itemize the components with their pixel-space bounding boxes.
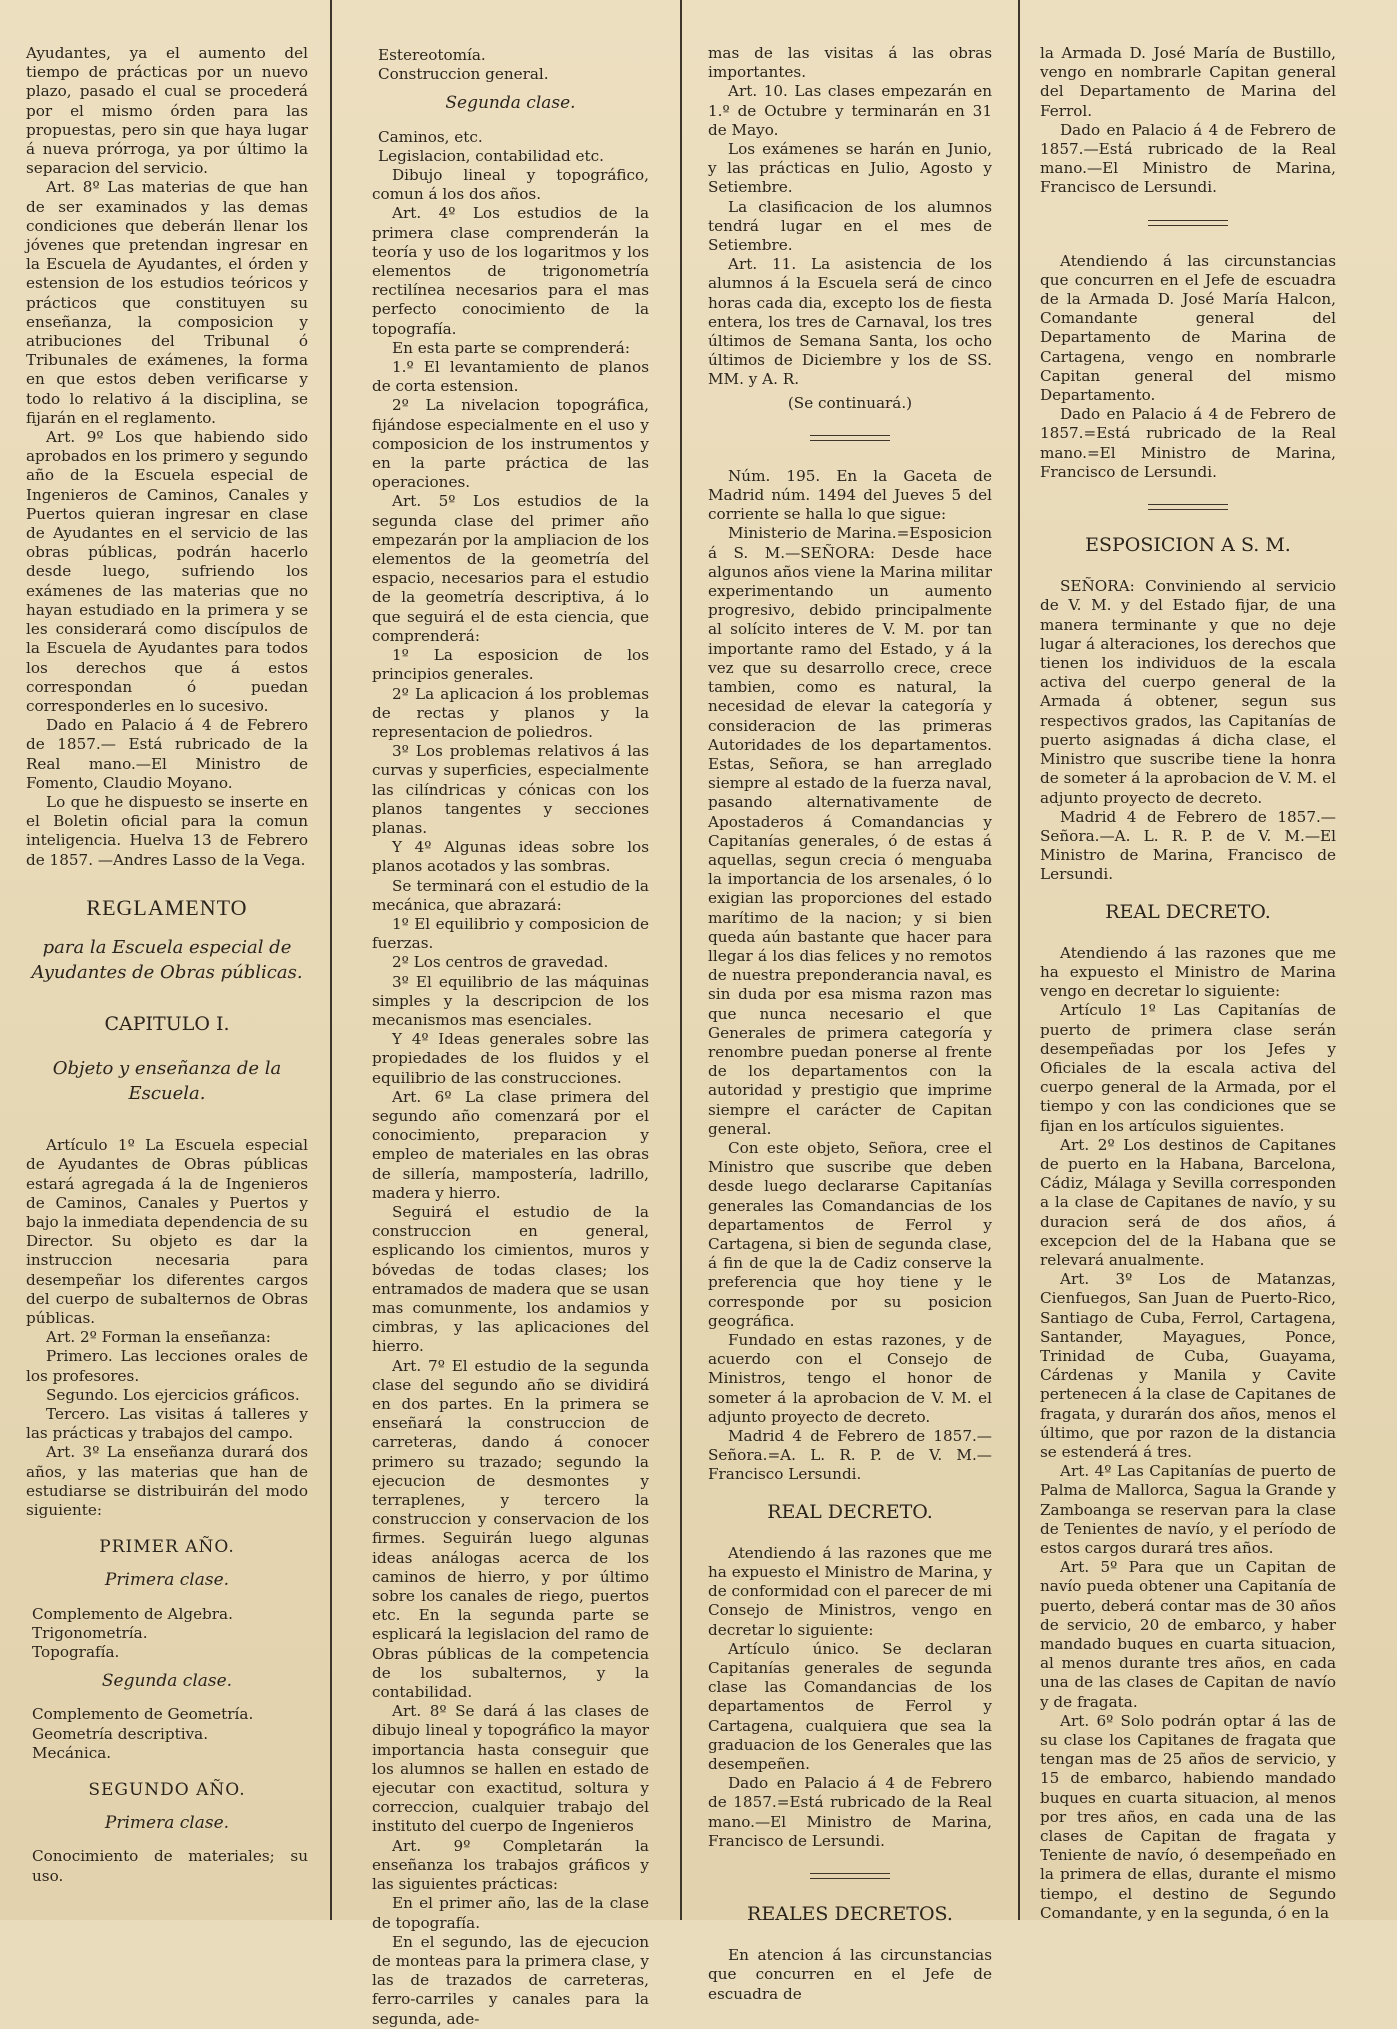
paragraph: Atendiendo á las razones que me ha expuesto el Ministro de Marina vengo en decretar lo siguiente: [1040,943,1336,1001]
paragraph: Art. 3º Los de Matanzas, Cienfuegos, San Juan de Puerto-Rico, Santiago de Cuba, Ferrol, Cartagena, Santander, Mayagues, Ponce, Trinidad de Cuba, Guayama, Cárdenas y Manila y Cavite pertenecen á la clase de Capitanes de fragata, y durarán dos años, menos el último, que por razon de la distancia se estenderá á tres. [1040,1270,1336,1461]
paragraph: Art. 4º Los estudios de la primera clase comprenderán la teoría y uso de los logaritmos y los elementos de trigonometría rectilínea necesarios para el mas perfecto conocimiento de la topografía. [372,204,649,338]
continuation-note: (Se continuará.) [787,393,913,412]
chapter-subtitle: Objeto y enseñanza de la Escuela. [52,1058,282,1105]
column-3 [708,44,992,2003]
separator-rule [1148,220,1228,226]
paragraph: 2º La nivelacion topográfica, fijándose especialmente en el uso y composicion de los instrumentos y en la parte práctica de las operaciones. [372,396,649,492]
paragraph: Art. 5º Los estudios de la segunda clase del primer año empezarán por la ampliacion de los elementos de la geometría del espacio, necesarios para el estudio de la geometría descriptiva, á lo que seguirá el de esta ciencia, que comprenderá: [372,492,649,645]
paragraph: Lo que he dispuesto se inserte en el Boletin oficial para la comun inteligencia. Huelva 13 de Febrero de 1857. —Andres Lasso de la Vega. [26,792,308,869]
subject-item: Mecánica. [32,1743,112,1762]
separator-rule [810,1873,890,1879]
section-title: REAL DECRETO. [767,1500,933,1523]
paragraph: Art. 9º Los que habiendo sido aprobados en los primero y segundo año de la Escuela especial de Ingenieros de Caminos, Canales y Puertos quieran ingresar en clase de Ayudantes en el servicio de las obras públicas, podrán hacerlo desde luego, sufriendo los exámenes de las materias que no hayan estudiado en la primera y se les considerará como discípulos de la Escuela de Ayudantes para todos los derechos que á estos correspondan ó puedan corresponderles en lo sucesivo. [26,428,308,715]
paragraph: Art. 5º Para que un Capitan de navío pueda obtener una Capitanía de puerto, deberá contar mas de 30 años de servicio, 20 de embarco, y haber mandado buques en cuarta situacion, al menos durante tres años, en cada una de las clases de Capitan de navío y de fragata. [1040,1558,1336,1711]
subject-item: Estereotomía. [378,46,486,64]
paragraph: Art. 8º Las materias de que han de ser examinados y las demas condiciones que deberán llenar los jóvenes que pretendan ingresar en la Escuela de Ayudantes, el órden y estension de los estudios teóricos y prácticos que constituyen su enseñanza, la composicion y atribuciones del Tribunal ó Tribunales de exámenes, la forma en que estos deben verificarse y todo lo relativo á la disciplina, se fijarán en el reglamento. [26,178,308,427]
paragraph: 3º El equilibrio de las máquinas simples y la descripcion de los mecanismos mas esenciales. [372,972,649,1029]
chapter-title: CAPITULO I. [104,1012,230,1035]
class-heading: Primera clase. [104,1813,230,1834]
class-heading: Primera clase. [104,1570,230,1591]
subject-item: Caminos, etc. [378,127,483,146]
paragraph: 2º Los centros de gravedad. [392,953,609,972]
paragraph: Madrid 4 de Febrero de 1857.— Señora.=A. L. R. P. de V. M.—Francisco Lersundi. [708,1427,992,1484]
paragraph: Seguirá el estudio de la construccion en general, esplicando los cimientos, muros y bóvedas de todas clases; los entramados de madera que se usan mas comunmente, los andamios y cimbras, y las aplicaciones del hierro. [372,1202,649,1356]
subject-item: Legislacion, contabilidad etc. [378,146,604,165]
year-heading: SEGUNDO AÑO. [88,1780,246,1801]
paragraph: Dado en Palacio á 4 de Febrero de 1857.— Está rubricado de la Real mano.—El Ministro de Fomento, Claudio Moyano. [26,716,308,792]
column-2 [372,46,649,2028]
column-rule [330,0,332,1920]
column-rule [680,0,682,1920]
paragraph: Art. 8º Se dará á las clases de dibujo lineal y topográfico la mayor importancia hasta conseguir que los alumnos se hallen en estado de ejecutar con exactitud, soltura y correccion, cualquier trabajo del instituto del cuerpo de Ingenieros [372,1702,649,1836]
class-heading: Segunda clase. [445,93,576,114]
paragraph: En esta parte se comprenderá: [392,338,630,357]
paragraph: 3º Los problemas relativos á las curvas y superficies, especialmente las cilíndricas y cónicas con los planos tangentes y secciones planas. [372,742,649,837]
paragraph: Tercero. Las visitas á talleres y las prácticas y trabajos del campo. [26,1404,308,1443]
paragraph: En atencion á las circunstancias que concurren en el Jefe de escuadra de [708,1946,992,2003]
paragraph: Art. 6º La clase primera del segundo año comenzará por el conocimiento, preparacion y empleo de materiales en las obras de sillería, mampostería, ladrillo, madera y hierro. [372,1087,649,1202]
paragraph: Dibujo lineal y topográfico, comun á los dos años. [372,166,649,204]
section-title: REALES DECRETOS. [747,1903,953,1926]
paragraph: 1º El equilibrio y composicion de fuerzas. [372,914,649,953]
paragraph: Art. 11. La asistencia de los alumnos á la Escuela será de cinco horas cada dia, excepto los de fiesta entera, los tres de Carnaval, los tres últimos de Semana Santa, los ocho últimos de Diciembre y los de SS. MM. y A. R. [708,255,992,389]
paragraph: Art. 9º Completarán la enseñanza los trabajos gráficos y las siguientes prácticas: [372,1836,649,1894]
paragraph: Segundo. Los ejercicios gráficos. [46,1385,300,1404]
paragraph: Con este objeto, Señora, cree el Ministro que suscribe que deben desde luego declararse Capitanías generales las Comandancias de los departamentos de Ferrol y Cartagena, si bien de segunda clase, á fin de que la de Cadiz conserve la preferencia que hoy tiene y le corresponde por su posicion geográfica. [708,1138,992,1330]
paragraph: Y 4º Ideas generales sobre las propiedades de los fluidos y el equilibrio de las construcciones. [372,1030,649,1087]
section-title: REGLAMENTO [86,894,248,920]
paragraph: Y 4º Algunas ideas sobre los planos acotados y las sombras. [372,838,649,876]
paragraph: Ministerio de Marina.=Esposicion á S. M.—SEÑORA: Desde hace algunos años viene la Marina militar experimentando un aumento progresivo, debido principalmente al solícito interes de V. M. por tan importante ramo del Estado, y á la vez que su desarrollo crece, crece tambien, como es natural, la necesidad de elevar la categoría y consideracion de las primeras Autoridades de los departamentos. Estas, Señora, se han arreglado siempre al estado de la fuerza naval, pasando alternativamente de Apostaderos á Comandancias y Capitanías generales, ó de estas á aquellas, segun crecia ó menguaba la importancia de los arsenales, ó lo exigian las proporciones del estado marítimo de la nacion; y si bien queda aún bastante que hacer para llegar á los dias felices y no remotos de nuestra preponderancia naval, es sin duda por esa misma razon mas que nunca necesario el que Generales de primera categoría y renombre puedan ponerse al frente de los departamentos con la autoridad y prestigio que imprime siempre el carácter de Capitan general. [708,524,992,1138]
paragraph: SEÑORA: Conviniendo al servicio de V. M. y del Estado fijar, de una manera terminante y que no deje lugar á alteraciones, los derechos que tienen los individuos de la escala activa del cuerpo general de la Armada á obtener, segun sus respectivos grados, las Capitanías de puerto asignadas á dicha clase, el Ministro que suscribe tiene la honra de someter á la aprobacion de V. M. el adjunto proyecto de decreto. [1040,577,1336,807]
paragraph: Se terminará con el estudio de la mecánica, que abrazará: [372,876,649,914]
column-rule [1018,0,1020,1920]
paragraph: Art. 2º Los destinos de Capitanes de puerto en la Habana, Barcelona, Cádiz, Málaga y Sevilla corresponden a la clase de Capitanes de navío, y su duracion será de dos años, á excepcion del de la Habana que se relevará anualmente. [1040,1135,1336,1269]
subject-item: Geometría descriptiva. [32,1724,209,1743]
paragraph: Madrid 4 de Febrero de 1857.— Señora.—A. L. R. P. de V. M.—El Ministro de Marina, Francisco de Lersundi. [1040,807,1336,884]
column-1 [26,44,308,1920]
subject-item: Complemento de Algebra. [32,1604,233,1623]
paragraph: Art. 6º Solo podrán optar á las de su clase los Capitanes de fragata que tengan mas de 25 años de servicio, y 15 de embarco, habiendo mandado buques en cuarta situacion, al menos por tres años, en cada una de las clases de Capitan de fragata y Teniente de navío, ó desempeñado en la primera de ellas, durante el mismo tiempo, el destino de Segundo Comandante, y en la segunda, ó en la [1040,1711,1336,1922]
paragraph: Primero. Las lecciones orales de los profesores. [26,1347,308,1385]
paragraph: Art. 3º La enseñanza durará dos años, y las materias que han de estudiarse se distribuirán del modo siguiente: [26,1443,308,1519]
subject-item: Complemento de Geometría. [32,1705,254,1724]
section-subtitle: para la Escuela especial de Ayudantes de Obras públicas. [31,936,303,983]
paragraph: Atendiendo á las circunstancias que concurren en el Jefe de escuadra de la Armada D. José María Halcon, Comandante general del Departamento de Marina de Cartagena, vengo en nombrarle Capitan general del mismo Departamento. [1040,251,1336,405]
subject-item: Conocimiento de materiales; su uso. [32,1847,308,1885]
paragraph: Dado en Palacio á 4 de Febrero de 1857.—Está rubricado de la Real mano.—El Ministro de Marina, Francisco de Lersundi. [1040,120,1336,197]
class-heading: Segunda clase. [101,1671,233,1692]
subject-item: Trigonometría. [32,1623,148,1642]
year-heading: PRIMER AÑO. [99,1537,235,1558]
separator-rule [1148,504,1228,510]
paragraph: En el primer año, las de la clase de topografía. [372,1894,649,1932]
paragraph: Artículo 1º La Escuela especial de Ayudantes de Obras públicas estará agregada á la de Ingenieros de Caminos, Canales y Puertos y bajo la inmediata dependencia de su Director. Su objeto es dar la instruccion necesaria para desempeñar los diferentes cargos del cuerpo de subalternos de Obras públicas. [26,1136,308,1327]
paragraph: mas de las visitas á las obras importantes. [708,44,992,82]
paragraph: la Armada D. José María de Bustillo, vengo en nombrarle Capitan general del Departamento de Marina del Ferrol. [1040,44,1336,120]
paragraph: Artículo 1º Las Capitanías de puerto de primera clase serán desempeñadas por los Jefes y Oficiales de la escala activa del cuerpo general de la Armada, por el tiempo y con las condiciones que se fijan en los artículos siguientes. [1040,1001,1336,1135]
column-4 [1040,44,1336,1920]
paragraph: Fundado en estas razones, y de acuerdo con el Consejo de Ministros, tengo el honor de someter á la aprobacion de V. M. el adjunto proyecto de decreto. [708,1331,992,1426]
subject-item: Construccion general. [378,65,549,84]
paragraph: Los exámenes se harán en Junio, y las prácticas en Julio, Agosto y Setiembre. [708,140,992,197]
paragraph: Artículo único. Se declaran Capitanías generales de segunda clase las Comandancias de los departamentos de Ferrol y Cartagena, cualquiera que sea la graduacion de los Generales que las desempeñen. [708,1639,992,1774]
paragraph: Art. 2º Forman la enseñanza: [46,1328,271,1347]
paragraph: 1º La esposicion de los principios generales. [372,646,649,684]
paragraph: 2º La aplicacion á los problemas de rectas y planos y la representacion de poliedros. [372,684,649,741]
paragraph: Art. 4º Las Capitanías de puerto de Palma de Mallorca, Sagua la Grande y Zamboanga se reservan para la clase de Tenientes de navío, y el período de estos cargos durará tres años. [1040,1462,1336,1558]
paragraph: Atendiendo á las razones que me ha expuesto el Ministro de Marina, y de conformidad con el parecer de mi Consejo de Ministros, vengo en decretar lo siguiente: [708,1543,992,1639]
paragraph: Dado en Palacio á 4 de Febrero de 1857.=Está rubricado de la Real mano.—El Ministro de Marina, Francisco de Lersundi. [708,1774,992,1850]
separator-rule [810,435,890,441]
paragraph: Dado en Palacio á 4 de Febrero de 1857.=Está rubricado de la Real mano.=El Ministro de Marina, Francisco de Lersundi. [1040,405,1336,481]
section-title: ESPOSICION A S. M. [1085,534,1291,557]
section-title: REAL DECRETO. [1105,900,1271,923]
paragraph: Núm. 195. En la Gaceta de Madrid núm. 1494 del Jueves 5 del corriente se halla lo que sigue: [708,466,992,524]
paragraph: Art. 7º El estudio de la segunda clase del segundo año se dividirá en dos partes. En la primera se enseñará la construccion de carreteras, dando á conocer primero su trazado; segundo la ejecucion de desmontes y terraplenes, y tercero la construccion y conservacion de los firmes. Seguirán luego algunas ideas análogas acerca de los caminos de hierro, y por último sobre los canales de riego, puertos etc. En la segunda parte se esplicará la legislacion del ramo de Obras públicas de la competencia de los subalternos, y la contabilidad. [372,1356,649,1702]
subject-item: Topografía. [32,1643,120,1662]
paragraph: La clasificacion de los alumnos tendrá lugar en el mes de Setiembre. [708,197,992,255]
paragraph: Ayudantes, ya el aumento del tiempo de prácticas por un nuevo plazo, pasado el cual se procederá por el mismo órden para las propuestas, pero sin que haya lugar á nueva prórroga, ya por último la separacion del servicio. [26,44,308,178]
paragraph: En el segundo, las de ejecucion de monteas para la primera clase, y las de trazados de carreteras, ferro-carriles y canales para la segunda, ade- [372,1932,649,2028]
paragraph: 1.º El levantamiento de planos de corta estension. [372,358,649,396]
paragraph: Art. 10. Las clases empezarán en 1.º de Octubre y terminarán en 31 de Mayo. [708,82,992,139]
